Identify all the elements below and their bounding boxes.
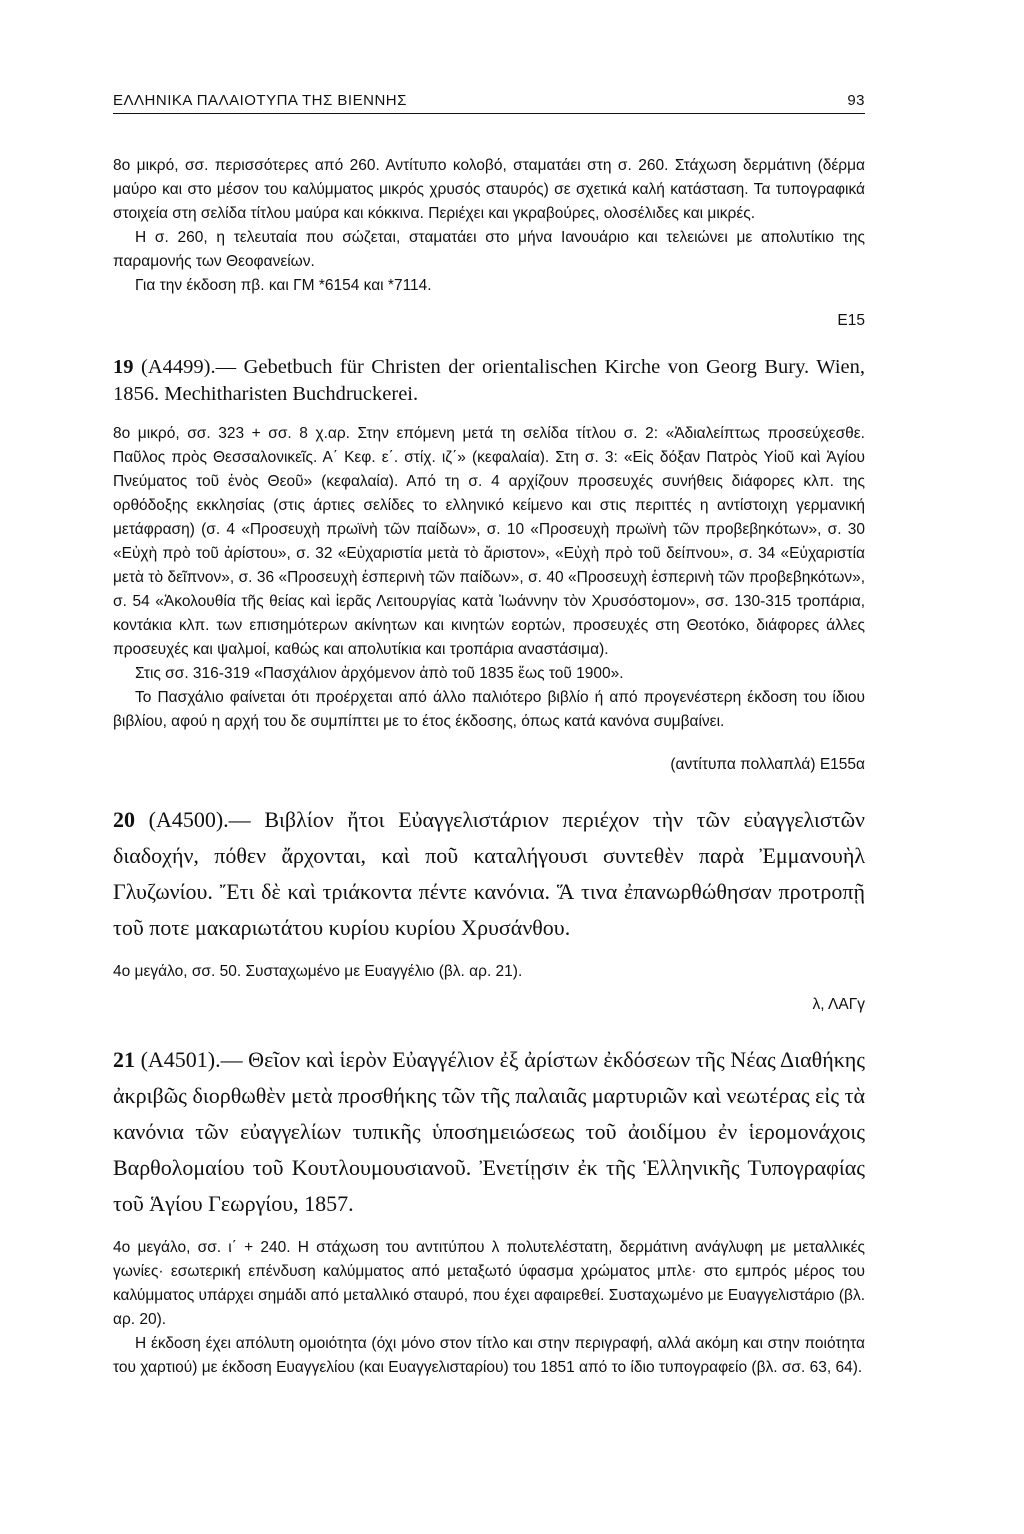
paragraph: 4ο μεγάλο, σσ. ι΄ + 240. Η στάχωση του αντιτύπου λ πολυτελέστατη, δερμάτινη ανάγλυφη με μεταλλικές γωνίες· εσωτερική επένδυση καλύμματος από μεταξωτό ύφασμα χρώματος μπλε· στο εμπρός μέρος του καλύμματος υπάρχει σημάδι από μεταλλικό σταυρό, που έχει αφαιρεθεί. Συσταχωμένο με Ευαγγελιστάριο (βλ. αρ. 20). bbox=[113, 1239, 865, 1328]
entry-20 bbox=[113, 802, 865, 1016]
paragraph: Η σ. 260, η τελευταία που σώζεται, σταματάει στο μήνα Ιανουάριο και τελειώνει με απολυτίκιο της παραμονής των Θεοφανείων. bbox=[113, 229, 865, 270]
paragraph: Το Πασχάλιο φαίνεται ότι προέρχεται από άλλο παλιότερο βιβλίο ή από προγενέστερη έκδοση του ίδιου βιβλίου, αφού η αρχή του δε συμπίπτει με το έτος έκδοσης, όπως κατά κανόνα συμβαίνει. bbox=[113, 689, 865, 730]
entry-number: 21 bbox=[113, 1047, 135, 1072]
entry-title-text: (Α4499).— Gebetbuch für Christen der orientalischen Kirche von Georg Bury. Wien, 1856. Mechitharisten Buchdruckerei. bbox=[113, 356, 865, 405]
entry-title-text: (Α4500).— Βιβλίον ἤτοι Εὐαγγελιστάριον περιέχον τὴν τῶν εὐαγγελιστῶν διαδοχήν, πόθεν ἄρχονται, καὶ ποῦ καταλήγουσι συντεθὲν παρὰ Ἐμμανουὴλ Γλυζωνίου. Ἔτι δὲ καὶ τριάκοντα πέντε κανόνια. Ἅ τινα ἐπανωρθώθησαν προτροπῇ τοῦ ποτε μακαριωτάτου κυρίου κυρίου Χρυσάνθου. bbox=[113, 807, 865, 940]
paragraph: Για την έκδοση πβ. και ΓΜ *6154 και *7114. bbox=[135, 277, 432, 294]
page-number: 93 bbox=[847, 92, 865, 109]
header-title: ΕΛΛΗΝΙΚΑ ΠΑΛΑΙΟΤΥΠΑ ΤΗΣ ΒΙΕΝΝΗΣ bbox=[113, 92, 407, 109]
paragraph: 8ο μικρό, σσ. περισσότερες από 260. Αντίτυπο κολοβό, σταματάει στη σ. 260. Στάχωση δερμάτινη (δέρμα μαύρο και στο μέσον του καλύμματος μικρός χρυσός σταυρός) σε σχετικά καλή κατάσταση. Τα τυπογραφικά στοιχεία στη σελίδα τίτλου μαύρα και κόκκινα. Περιέχει και γκραβούρες, ολοσέλιδες και μικρές. bbox=[113, 157, 865, 222]
paragraph: 4ο μεγάλο, σσ. 50. Συσταχωμένο με Ευαγγέλιο (βλ. αρ. 21). bbox=[113, 963, 523, 980]
entry-description bbox=[113, 960, 865, 984]
paragraph: Η έκδοση έχει απόλυτη ομοιότητα (όχι μόνο στον τίτλο και στην περιγραφή, αλλά ακόμη και στην ποιότητα του χαρτιού) με έκδοση Ευαγγελίου (και Ευαγγελισταρίου) του 1851 από το ίδιο τυπογραφείο (βλ. σσ. 63, 64). bbox=[113, 1335, 865, 1376]
entry-title bbox=[113, 1042, 865, 1222]
running-header bbox=[113, 92, 865, 114]
entry-19 bbox=[113, 354, 865, 776]
entry-description bbox=[113, 154, 865, 298]
entry-description bbox=[113, 422, 865, 734]
entry-reference: λ, ΛΑΓγ bbox=[812, 996, 865, 1013]
entry-number: 20 bbox=[113, 807, 135, 832]
entry-21 bbox=[113, 1042, 865, 1380]
entry-number: 19 bbox=[113, 356, 134, 378]
paragraph: Στις σσ. 316-319 «Πασχάλιον ἀρχόμενον ἀπὸ τοῦ 1835 ἕως τοῦ 1900». bbox=[135, 665, 624, 682]
entry-reference: (αντίτυπα πολλαπλά) Ε155α bbox=[670, 756, 865, 773]
entry-title bbox=[113, 802, 865, 946]
entry-title-text: (Α4501).— Θεῖον καὶ ἱερὸν Εὐαγγέλιον ἐξ ἀρίστων ἐκδόσεων τῆς Νέας Διαθήκης ἀκριβῶς διορθωθὲν μετὰ προσθήκης τῶν τῆς παλαιᾶς μαρτυριῶν καὶ νεωτέρας εἰς τὰ κανόνια τῶν εὐαγγελίων τυπικῆς ὑποσημειώσεως τοῦ ἀοιδίμου ἐν ἱερομονάχοις Βαρθολομαίου τοῦ Κουτλουμουσιανοῦ. Ἐνετίῃσιν ἐκ τῆς Ἑλληνικῆς Τυπογραφίας τοῦ Ἁγίου Γεωργίου, 1857. bbox=[113, 1047, 865, 1216]
paragraph: 8ο μικρό, σσ. 323 + σσ. 8 χ.αρ. Στην επόμενη μετά τη σελίδα τίτλου σ. 2: «Ἀδιαλείπτως προσεύχεσθε. Παῦλος πρὸς Θεσσαλονικεῖς. Α΄ Κεφ. ε΄. στίχ. ιζ΄» (κεφαλαία). Στη σ. 3: «Εἰς δόξαν Πατρὸς Υἱοῦ καὶ Ἁγίου Πνεύματος τοῦ ἑνὸς Θεοῦ» (κεφαλαία). Από τη σ. 4 αρχίζουν προσευχές συνήθεις διάφορες κλπ. της ορθόδοξης εκκλησίας (στις άρτιες σελίδες το ελληνικό κείμενο και στις περιττές η αντίστοιχη γερμανική μετάφραση) (σ. 4 «Προσευχὴ πρωϊνὴ τῶν παίδων», σ. 10 «Προσευχὴ πρωϊνὴ τῶν προβεβηκότων», σ. 30 «Εὐχὴ πρὸ τοῦ ἀρίστου», σ. 32 «Εὐχαριστία μετὰ τὸ ἄριστον», «Εὐχὴ πρὸ τοῦ δείπνου», σ. 34 «Εὐχαριστία μετὰ τὸ δεῖπνον», σ. 36 «Προσευχὴ ἑσπερινὴ τῶν παίδων», σ. 40 «Προσευχὴ ἑσπερινὴ τῶν προβεβηκότων», σ. 54 «Ἀκολουθία τῆς θείας καὶ ἱερᾶς Λειτουργίας κατὰ Ἰωάννην τὸν Χρυσόστομον», σσ. 130-315 τροπάρια, κοντάκια κλπ. των επισημότερων ακίνητων και κινητών εορτών, προσευχές στη Θεοτόκο, διάφορες άλλες προσευχές και ψαλμοί, καθώς και απολυτίκια και τροπάρια αναστάσιμα). bbox=[113, 425, 865, 658]
document-page bbox=[113, 92, 865, 1380]
entry-description bbox=[113, 1236, 865, 1380]
entry-reference: Ε15 bbox=[837, 312, 865, 329]
entry-title bbox=[113, 354, 865, 408]
entry-continuation bbox=[113, 154, 865, 332]
